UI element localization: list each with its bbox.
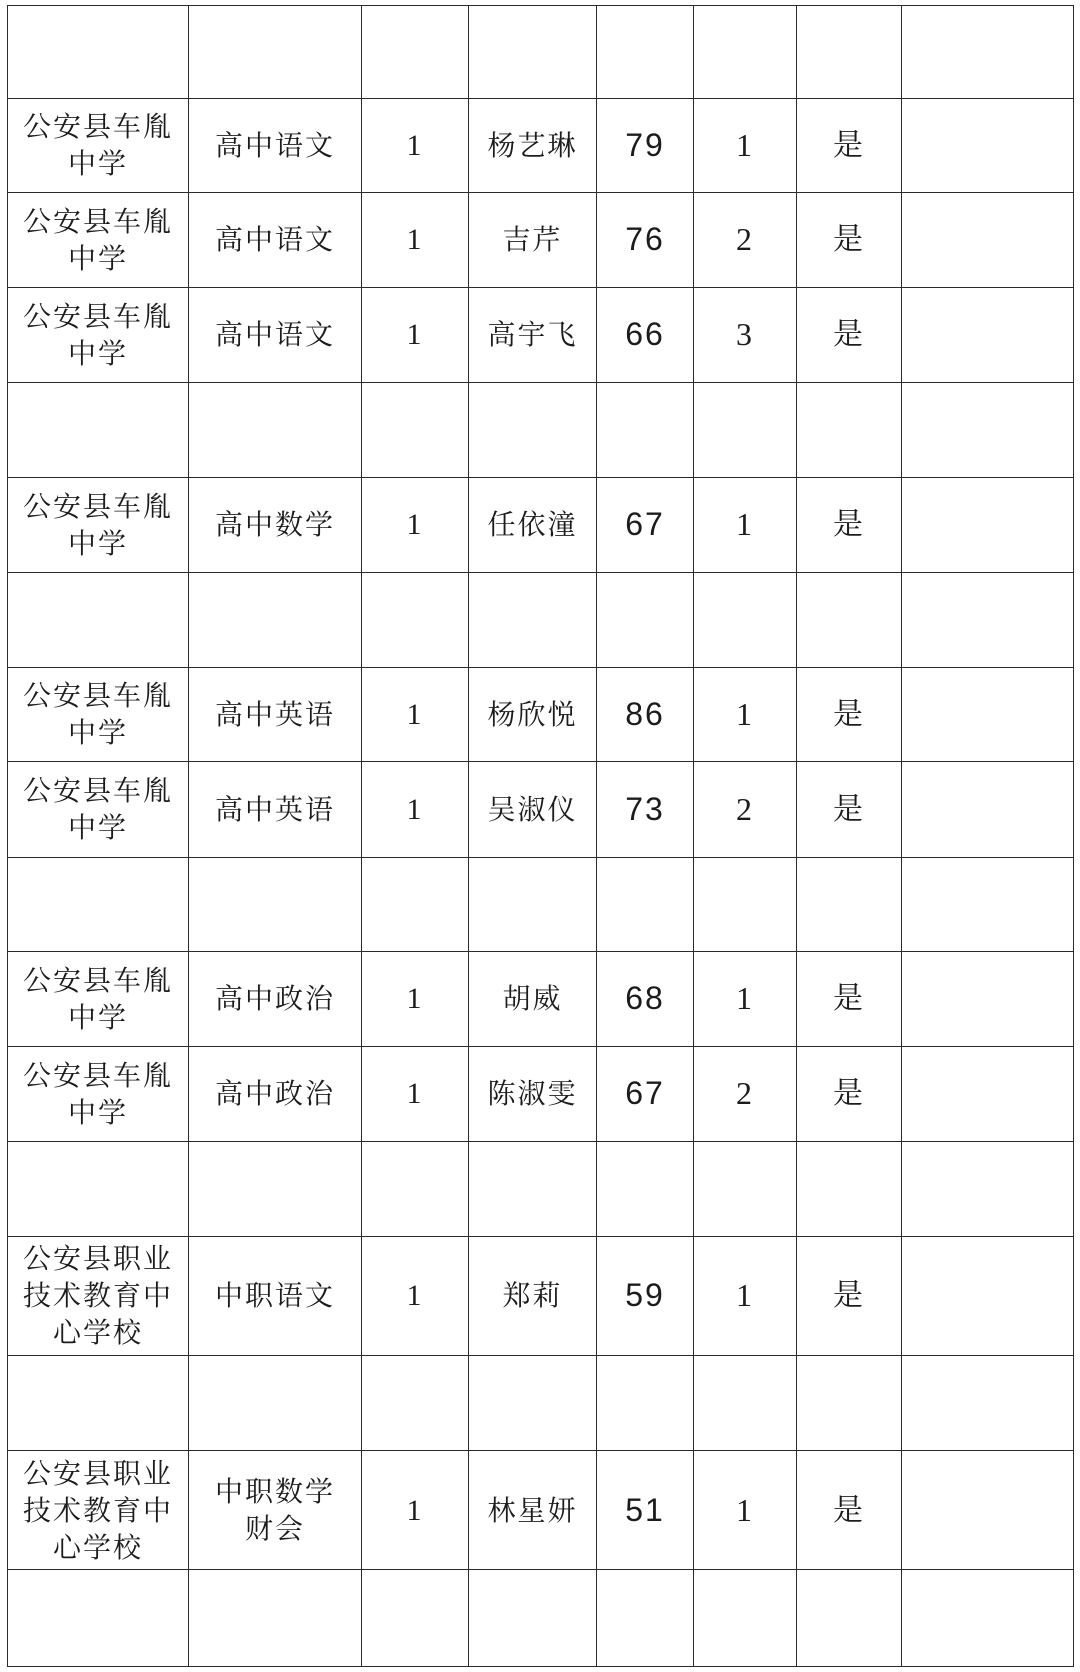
cell-remark xyxy=(902,383,1074,478)
cell-rank-text: 1 xyxy=(736,126,754,163)
cell-score-text: 79 xyxy=(625,126,665,163)
cell-plan-text: 1 xyxy=(406,792,424,826)
cell-qualified xyxy=(797,6,902,99)
cell-plan xyxy=(362,1046,469,1142)
cell-subject xyxy=(189,1142,362,1237)
cell-score-text: 68 xyxy=(625,980,665,1017)
cell-remark xyxy=(902,857,1074,952)
cell-name-text: 郑莉 xyxy=(502,1279,563,1313)
cell-plan-text: 1 xyxy=(406,1493,424,1527)
cell-subject xyxy=(189,98,362,193)
cell-qualified-text: 是 xyxy=(833,1492,865,1528)
cell-rank xyxy=(694,6,797,99)
table-row xyxy=(8,383,1074,478)
cell-name xyxy=(469,1046,597,1142)
cell-rank xyxy=(694,1046,797,1142)
cell-name xyxy=(469,193,597,288)
cell-qualified-text: 是 xyxy=(833,317,865,353)
cell-plan xyxy=(362,477,469,573)
cell-subject-text: 高中政治 xyxy=(215,1077,336,1111)
cell-score-text: 67 xyxy=(625,506,665,543)
cell-rank xyxy=(694,1450,797,1570)
table-row xyxy=(8,287,1074,383)
cell-unit-text: 公安县车胤中学 xyxy=(23,110,174,181)
cell-rank-text: 2 xyxy=(736,790,754,827)
cell-name-text: 胡威 xyxy=(502,982,563,1016)
cell-subject xyxy=(189,1450,362,1570)
cell-unit xyxy=(8,193,189,288)
cell-qualified xyxy=(797,193,902,288)
cell-qualified xyxy=(797,1356,902,1451)
cell-remark xyxy=(902,1356,1074,1451)
cell-score xyxy=(597,667,694,762)
cell-plan-text: 1 xyxy=(406,1077,424,1111)
cell-qualified xyxy=(797,1142,902,1237)
cell-unit-text: 公安县职业技术教育中心学校 xyxy=(23,1456,174,1564)
cell-rank-text: 1 xyxy=(736,1277,754,1314)
cell-plan xyxy=(362,667,469,762)
cell-name-text: 吉芹 xyxy=(502,223,563,257)
cell-rank xyxy=(694,477,797,573)
cell-qualified xyxy=(797,383,902,478)
cell-name xyxy=(469,573,597,668)
cell-subject-text: 高中数学 xyxy=(215,508,336,542)
table-row xyxy=(8,1142,1074,1237)
cell-score-text: 66 xyxy=(625,316,665,353)
cell-rank xyxy=(694,1236,797,1356)
table-row xyxy=(8,573,1074,668)
cell-rank xyxy=(694,193,797,288)
cell-name-text: 林星妍 xyxy=(487,1493,578,1527)
table-row xyxy=(8,477,1074,573)
cell-subject-text: 高中英语 xyxy=(215,697,336,731)
cell-unit xyxy=(8,1356,189,1451)
cell-remark xyxy=(902,1570,1074,1667)
cell-name xyxy=(469,857,597,952)
cell-unit-text: 公安县车胤中学 xyxy=(23,774,174,845)
cell-unit xyxy=(8,6,189,99)
cell-remark xyxy=(902,952,1074,1047)
cell-rank xyxy=(694,287,797,383)
cell-score-text: 59 xyxy=(625,1277,665,1314)
cell-plan xyxy=(362,6,469,99)
cell-subject xyxy=(189,762,362,858)
cell-plan xyxy=(362,287,469,383)
cell-qualified-text: 是 xyxy=(833,696,865,732)
cell-unit xyxy=(8,1046,189,1142)
cell-qualified-text: 是 xyxy=(833,507,865,543)
table-row xyxy=(8,1236,1074,1356)
cell-score xyxy=(597,1142,694,1237)
cell-rank xyxy=(694,952,797,1047)
cell-plan-text: 1 xyxy=(406,318,424,352)
cell-unit xyxy=(8,1142,189,1237)
cell-qualified-text: 是 xyxy=(833,981,865,1017)
cell-unit xyxy=(8,952,189,1047)
cell-name-text: 杨欣悦 xyxy=(487,697,578,731)
cell-rank xyxy=(694,573,797,668)
cell-subject-text: 中职数学财会 xyxy=(215,1475,336,1546)
cell-subject xyxy=(189,1236,362,1356)
cell-rank-text: 1 xyxy=(736,695,754,732)
cell-subject-text: 高中英语 xyxy=(215,792,336,826)
cell-qualified xyxy=(797,98,902,193)
cell-rank xyxy=(694,383,797,478)
cell-subject xyxy=(189,383,362,478)
cell-unit xyxy=(8,762,189,858)
table-row xyxy=(8,98,1074,193)
cell-score xyxy=(597,287,694,383)
cell-score xyxy=(597,1236,694,1356)
cell-score xyxy=(597,1046,694,1142)
cell-name-text: 任依潼 xyxy=(487,508,578,542)
cell-score-text: 86 xyxy=(625,695,665,732)
cell-subject xyxy=(189,667,362,762)
cell-qualified-text: 是 xyxy=(833,1278,865,1314)
cell-plan-text: 1 xyxy=(406,697,424,731)
cell-qualified xyxy=(797,477,902,573)
cell-name xyxy=(469,6,597,99)
cell-plan xyxy=(362,1236,469,1356)
cell-score xyxy=(597,573,694,668)
table-row xyxy=(8,193,1074,288)
results-table xyxy=(7,5,1074,1667)
table-row xyxy=(8,667,1074,762)
cell-unit xyxy=(8,857,189,952)
cell-unit xyxy=(8,1570,189,1667)
cell-subject xyxy=(189,573,362,668)
cell-remark xyxy=(902,1046,1074,1142)
cell-qualified xyxy=(797,1236,902,1356)
cell-plan xyxy=(362,98,469,193)
cell-name xyxy=(469,1142,597,1237)
cell-score xyxy=(597,383,694,478)
cell-subject-text: 高中语文 xyxy=(215,318,336,352)
cell-name xyxy=(469,952,597,1047)
cell-rank-text: 1 xyxy=(736,980,754,1017)
cell-score xyxy=(597,857,694,952)
table-row xyxy=(8,762,1074,858)
cell-name-text: 杨艺琳 xyxy=(487,128,578,162)
cell-subject xyxy=(189,952,362,1047)
cell-remark xyxy=(902,1142,1074,1237)
cell-plan xyxy=(362,573,469,668)
cell-rank xyxy=(694,762,797,858)
cell-unit xyxy=(8,573,189,668)
cell-name-text: 吴淑仪 xyxy=(487,792,578,826)
cell-remark xyxy=(902,287,1074,383)
cell-subject xyxy=(189,1046,362,1142)
cell-qualified xyxy=(797,287,902,383)
cell-unit-text: 公安县车胤中学 xyxy=(23,963,174,1034)
table-row xyxy=(8,1450,1074,1570)
cell-plan xyxy=(362,1570,469,1667)
cell-remark xyxy=(902,762,1074,858)
cell-plan xyxy=(362,383,469,478)
cell-rank-text: 2 xyxy=(736,1075,754,1112)
cell-plan-text: 1 xyxy=(406,1279,424,1313)
cell-unit-text: 公安县职业技术教育中心学校 xyxy=(23,1242,174,1350)
cell-rank xyxy=(694,857,797,952)
cell-rank-text: 3 xyxy=(736,316,754,353)
cell-name xyxy=(469,1450,597,1570)
cell-rank xyxy=(694,667,797,762)
cell-subject xyxy=(189,6,362,99)
cell-remark xyxy=(902,6,1074,99)
cell-qualified xyxy=(797,952,902,1047)
cell-unit-text: 公安县车胤中学 xyxy=(23,679,174,750)
cell-qualified-text: 是 xyxy=(833,1076,865,1112)
cell-unit xyxy=(8,1450,189,1570)
cell-remark xyxy=(902,477,1074,573)
cell-name xyxy=(469,1570,597,1667)
cell-plan xyxy=(362,857,469,952)
cell-name xyxy=(469,667,597,762)
table-row xyxy=(8,857,1074,952)
cell-qualified xyxy=(797,1570,902,1667)
cell-rank xyxy=(694,98,797,193)
cell-name-text: 陈淑雯 xyxy=(487,1077,578,1111)
cell-remark xyxy=(902,1236,1074,1356)
cell-qualified xyxy=(797,1046,902,1142)
cell-name xyxy=(469,383,597,478)
cell-rank-text: 1 xyxy=(736,1491,754,1528)
cell-score xyxy=(597,98,694,193)
table-row xyxy=(8,6,1074,99)
cell-unit xyxy=(8,667,189,762)
table-row xyxy=(8,1046,1074,1142)
cell-subject xyxy=(189,1570,362,1667)
cell-plan xyxy=(362,1356,469,1451)
cell-qualified xyxy=(797,762,902,858)
cell-remark xyxy=(902,193,1074,288)
cell-plan-text: 1 xyxy=(406,508,424,542)
cell-plan xyxy=(362,1142,469,1237)
cell-remark xyxy=(902,667,1074,762)
cell-subject xyxy=(189,1356,362,1451)
cell-plan-text: 1 xyxy=(406,223,424,257)
cell-remark xyxy=(902,1450,1074,1570)
cell-plan-text: 1 xyxy=(406,128,424,162)
cell-unit xyxy=(8,1236,189,1356)
cell-score-text: 67 xyxy=(625,1075,665,1112)
cell-unit xyxy=(8,383,189,478)
cell-qualified xyxy=(797,857,902,952)
cell-qualified-text: 是 xyxy=(833,127,865,163)
cell-unit xyxy=(8,98,189,193)
cell-score xyxy=(597,952,694,1047)
cell-subject xyxy=(189,857,362,952)
cell-plan-text: 1 xyxy=(406,982,424,1016)
cell-rank-text: 2 xyxy=(736,221,754,258)
cell-score xyxy=(597,1450,694,1570)
cell-unit-text: 公安县车胤中学 xyxy=(23,299,174,370)
cell-qualified-text: 是 xyxy=(833,791,865,827)
cell-qualified xyxy=(797,667,902,762)
cell-subject-text: 高中语文 xyxy=(215,128,336,162)
cell-plan xyxy=(362,952,469,1047)
cell-unit-text: 公安县车胤中学 xyxy=(23,489,174,560)
cell-score xyxy=(597,193,694,288)
cell-score xyxy=(597,1570,694,1667)
cell-name xyxy=(469,287,597,383)
table-row xyxy=(8,1356,1074,1451)
cell-qualified xyxy=(797,573,902,668)
cell-plan xyxy=(362,762,469,858)
cell-unit xyxy=(8,477,189,573)
cell-remark xyxy=(902,573,1074,668)
cell-unit-text: 公安县车胤中学 xyxy=(23,1058,174,1129)
cell-name xyxy=(469,762,597,858)
cell-name xyxy=(469,477,597,573)
cell-qualified xyxy=(797,1450,902,1570)
cell-score xyxy=(597,477,694,573)
cell-name xyxy=(469,1236,597,1356)
cell-unit xyxy=(8,287,189,383)
cell-score xyxy=(597,762,694,858)
cell-rank xyxy=(694,1142,797,1237)
cell-name xyxy=(469,98,597,193)
cell-score-text: 51 xyxy=(625,1491,665,1528)
cell-qualified-text: 是 xyxy=(833,222,865,258)
cell-unit-text: 公安县车胤中学 xyxy=(23,204,174,275)
cell-subject-text: 高中政治 xyxy=(215,982,336,1016)
cell-subject-text: 高中语文 xyxy=(215,223,336,257)
cell-score xyxy=(597,6,694,99)
cell-subject-text: 中职语文 xyxy=(215,1279,336,1313)
cell-remark xyxy=(902,98,1074,193)
table-row xyxy=(8,1570,1074,1667)
table-row xyxy=(8,952,1074,1047)
cell-subject xyxy=(189,193,362,288)
cell-name xyxy=(469,1356,597,1451)
cell-rank xyxy=(694,1356,797,1451)
cell-score-text: 73 xyxy=(625,790,665,827)
cell-rank-text: 1 xyxy=(736,506,754,543)
cell-score-text: 76 xyxy=(625,221,665,258)
table-body xyxy=(8,6,1074,1667)
cell-rank xyxy=(694,1570,797,1667)
cell-subject xyxy=(189,477,362,573)
cell-name-text: 高宇飞 xyxy=(487,318,578,352)
cell-plan xyxy=(362,1450,469,1570)
cell-subject xyxy=(189,287,362,383)
cell-plan xyxy=(362,193,469,288)
cell-score xyxy=(597,1356,694,1451)
